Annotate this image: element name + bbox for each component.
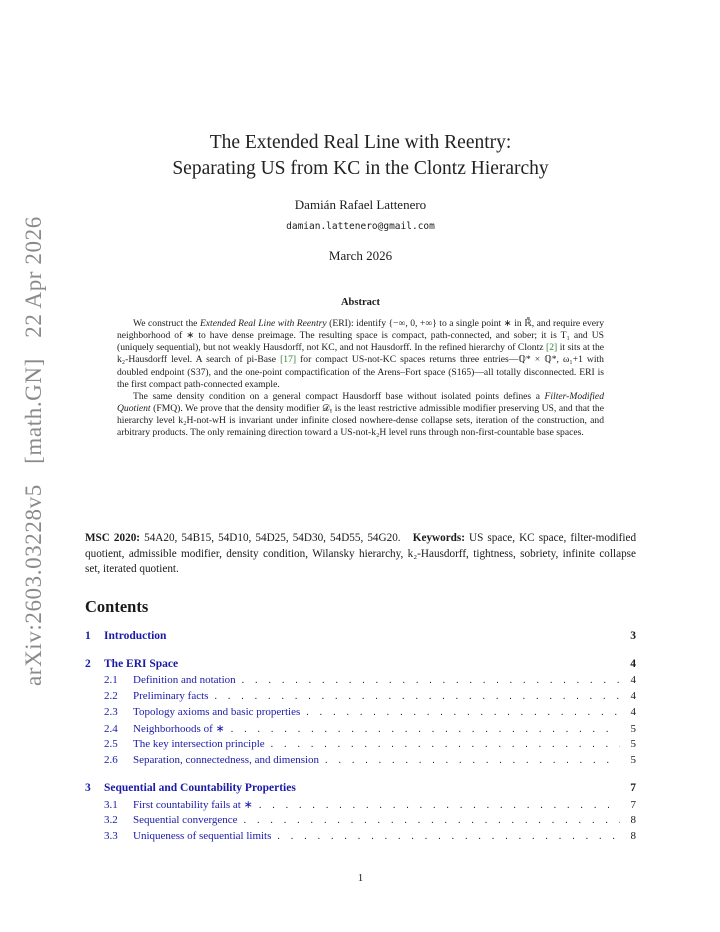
toc-subsection-title[interactable]: Topology axioms and basic properties bbox=[133, 706, 301, 718]
toc-dot-leader bbox=[306, 707, 620, 718]
keywords-list: US space, KC space, filter-modified quotient, admissible modifier, density condition, Wilansky hierarchy, k₂-Hausdorff, tightness, sobriety, infinite collapse set, iterated quotient. bbox=[85, 532, 637, 575]
keywords-label: Keywords: bbox=[412, 532, 465, 544]
toc-subsection-3.1[interactable] bbox=[85, 798, 636, 814]
abstract-paragraph-2 bbox=[117, 391, 604, 440]
toc-section-number: 1 bbox=[85, 630, 91, 642]
toc-section-title[interactable]: Sequential and Countability Properties bbox=[104, 782, 296, 794]
table-of-contents bbox=[85, 630, 636, 846]
abstract-text: for compact US-not-KC spaces returns three entries—ℚ* × ℚ*, ω₁+1 with doubled endpoint (S37), and the one-point compactification of the Arens–Fort space (S165)—all totally disconnected. ERI is the first compact path-connected example. bbox=[117, 354, 604, 390]
toc-dot-leader bbox=[325, 755, 620, 766]
arxiv-id: arXiv:2603.03228v5 bbox=[21, 484, 46, 686]
toc-subsection-title[interactable]: Neighborhoods of ∗ bbox=[133, 723, 225, 735]
contents-heading: Contents bbox=[85, 597, 149, 616]
toc-section-page: 7 bbox=[630, 782, 636, 794]
paper-date: March 2026 bbox=[328, 248, 393, 263]
toc-section-2[interactable] bbox=[85, 658, 636, 674]
toc-subsection-2.4[interactable] bbox=[85, 722, 636, 738]
paper-title bbox=[85, 130, 636, 182]
toc-subsection-number: 2.3 bbox=[104, 706, 118, 718]
abstract-emphasis: Extended Real Line with Reentry bbox=[199, 318, 327, 329]
abstract-text: (ERI): identify {−∞, 0, +∞} to a single point ∗ in ℝ̄, and require every neighborhood of ∗ to have dense preimage. The resulting space is compact, path-connected, and sober; it is T₁ and US (uniquely sequential), but not weakly Hausdorff, not KC, and not Hausdorff. In the refined hierarchy of Clontz bbox=[117, 318, 604, 354]
toc-subsection-page: 5 bbox=[630, 754, 636, 766]
title-line-1: The Extended Real Line with Reentry: bbox=[209, 132, 512, 153]
toc-subsection-title[interactable]: Uniqueness of sequential limits bbox=[133, 830, 272, 842]
toc-subsection-number: 2.1 bbox=[104, 674, 118, 686]
toc-subsection-title[interactable]: The key intersection principle bbox=[133, 738, 265, 750]
abstract-text: it sits at the k₂-Hausdorff level. A search of pi-Base bbox=[117, 342, 604, 366]
toc-subsection-title[interactable]: First countability fails at ∗ bbox=[133, 799, 253, 811]
toc-section-1[interactable] bbox=[85, 630, 636, 646]
msc-codes: 54A20, 54B15, 54D10, 54D25, 54D30, 54D55, 54G20. bbox=[144, 532, 401, 544]
toc-section-title[interactable]: Introduction bbox=[104, 630, 167, 642]
toc-subsection-title[interactable]: Sequential convergence bbox=[133, 814, 238, 826]
toc-subsection-title[interactable]: Preliminary facts bbox=[133, 690, 209, 702]
author-email[interactable]: damian.lattenero@gmail.com bbox=[286, 221, 435, 232]
toc-subsection-3.2[interactable] bbox=[85, 814, 636, 830]
citation-link[interactable]: [2] bbox=[546, 342, 558, 354]
arxiv-category: [math.GN] bbox=[21, 358, 46, 464]
toc-subsection-page: 5 bbox=[630, 723, 636, 735]
toc-subsection-page: 7 bbox=[630, 799, 636, 811]
toc-dot-leader bbox=[259, 800, 620, 811]
toc-subsection-number: 2.4 bbox=[104, 723, 118, 735]
toc-subsection-2.3[interactable] bbox=[85, 706, 636, 722]
toc-subsection-2.2[interactable] bbox=[85, 690, 636, 706]
toc-subsection-number: 3.1 bbox=[104, 799, 118, 811]
author-name: Damián Rafael Lattenero bbox=[294, 197, 427, 212]
toc-subsection-2.1[interactable] bbox=[85, 674, 636, 690]
toc-subsection-page: 8 bbox=[630, 814, 636, 826]
toc-subsection-number: 2.5 bbox=[104, 738, 118, 750]
toc-dot-leader bbox=[242, 675, 620, 686]
toc-subsection-title[interactable]: Separation, connectedness, and dimension bbox=[133, 754, 320, 766]
title-line-2: Separating US from KC in the Clontz Hierarchy bbox=[172, 158, 549, 179]
msc-label: MSC 2020: bbox=[85, 532, 141, 544]
toc-subsection-number: 2.2 bbox=[104, 690, 118, 702]
toc-section-number: 3 bbox=[85, 782, 91, 794]
toc-section-page: 4 bbox=[630, 658, 636, 670]
abstract-text: The same density condition on a general compact Hausdorff base without isolated points defines a bbox=[133, 390, 545, 402]
toc-section-3[interactable] bbox=[85, 782, 636, 798]
abstract-text: We construct the bbox=[133, 318, 200, 329]
toc-subsection-page: 4 bbox=[630, 674, 636, 686]
abstract-emphasis: Filter-Modified Quotient bbox=[117, 390, 604, 415]
toc-dot-leader bbox=[244, 815, 620, 826]
toc-subsection-number: 3.3 bbox=[104, 830, 118, 842]
toc-subsection-page: 8 bbox=[630, 830, 636, 842]
abstract-heading: Abstract bbox=[340, 297, 381, 308]
toc-subsection-page: 4 bbox=[630, 690, 636, 702]
citation-link[interactable]: [17] bbox=[280, 354, 297, 366]
abstract-paragraph-1 bbox=[117, 318, 604, 391]
toc-dot-leader bbox=[214, 691, 620, 702]
toc-dot-leader bbox=[277, 831, 620, 842]
toc-subsection-page: 5 bbox=[630, 738, 636, 750]
toc-subsection-3.3[interactable] bbox=[85, 830, 636, 846]
toc-subsection-number: 3.2 bbox=[104, 814, 118, 826]
toc-section-title[interactable]: The ERI Space bbox=[104, 658, 179, 670]
abstract-body bbox=[117, 318, 604, 440]
arxiv-side-stamp bbox=[14, 216, 54, 686]
toc-section-number: 2 bbox=[85, 658, 91, 670]
toc-section-page: 3 bbox=[630, 630, 636, 642]
toc-subsection-page: 4 bbox=[630, 706, 636, 718]
toc-subsection-number: 2.6 bbox=[104, 754, 118, 766]
toc-dot-leader bbox=[231, 724, 620, 735]
toc-subsection-2.5[interactable] bbox=[85, 738, 636, 754]
abstract-text: (FMQ). We prove that the density modifier 𝒟ᵧ is the least restrictive admissible modifier preserving US, and that the hierarchy level k₂H-not-wH is invariant under infinite closed nowhere-dense collapse sets, iteration of the construction, and arbitrary products. The only remaining direction toward a US-not-k₂H level runs through non-first-countable base spaces. bbox=[117, 403, 604, 439]
msc-keywords bbox=[85, 531, 636, 578]
toc-subsection-2.6[interactable] bbox=[85, 754, 636, 770]
toc-subsection-title[interactable]: Definition and notation bbox=[133, 674, 236, 686]
page-number: 1 bbox=[357, 872, 364, 884]
toc-dot-leader bbox=[271, 739, 620, 750]
arxiv-date: 22 Apr 2026 bbox=[21, 216, 46, 338]
